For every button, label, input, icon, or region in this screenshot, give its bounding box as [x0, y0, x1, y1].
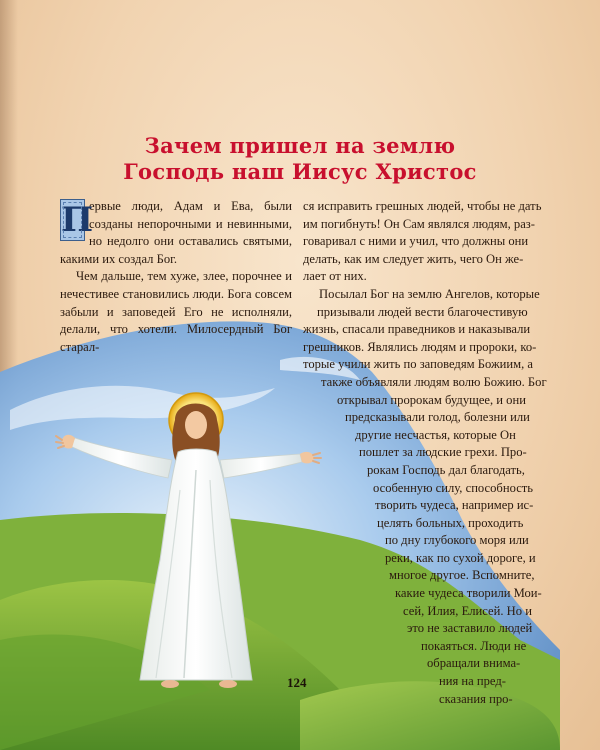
- paragraph-1-text: ервые люди, Адам и Ева, были созданы непорочными и невинными, но недолго они оставались святыми, какими их создал Бог.: [60, 199, 292, 266]
- right-column-line: ния на пред-: [439, 674, 506, 689]
- right-column-line: сказания про-: [439, 691, 513, 706]
- right-column-line: грешников. Являлись людям и пророки, ко-: [303, 339, 537, 354]
- right-column-line: покаяться. Люди не: [421, 638, 527, 653]
- dropcap-letter: П: [61, 200, 94, 240]
- right-column-line: многое другое. Вспомните,: [389, 568, 535, 583]
- right-column-line: творить чудеса, например ис-: [375, 498, 534, 513]
- right-column-line: говаривал с ними и учил, что должны они: [303, 234, 529, 249]
- right-column-line: также объявляли людям волю Божию. Бог: [321, 374, 547, 389]
- right-column-line: ся исправить грешных людей, чтобы не дать: [303, 199, 542, 213]
- right-column-line: торые учили жить по заповедям Божиим, а: [303, 357, 533, 372]
- page-number: 124: [287, 675, 307, 690]
- title-line-2: Господь наш Иисус Христос: [123, 159, 477, 184]
- right-column-line: обращали внима-: [427, 656, 521, 671]
- right-column-line: сей, Илия, Елисей. Но и: [403, 603, 532, 618]
- title-line-1: Зачем пришел на землю: [144, 133, 456, 158]
- right-column-line: открывал пророкам будущее, и они: [337, 392, 526, 407]
- left-column: [60, 198, 292, 356]
- right-column-line: пошлет за людские грехи. Про-: [359, 445, 527, 460]
- right-column-line: реки, как по сухой дороге, и: [385, 550, 536, 565]
- right-column-line: жизнь, спасали праведников и наказывали: [303, 322, 531, 337]
- right-column-line: какие чудеса творили Мои-: [395, 586, 542, 601]
- right-column-line: другие несчастья, которые Он: [355, 427, 516, 442]
- right-column-line: целять больных, проходить: [377, 515, 524, 530]
- right-column-line: Посылал Бог на землю Ангелов, которые: [319, 286, 540, 301]
- right-column-line: по дну глубокого моря или: [385, 533, 529, 548]
- paragraph-1: [60, 198, 292, 268]
- right-column-line: призывали людей вести благочестивую: [317, 304, 528, 319]
- paragraph-2: Чем дальше, тем хуже, злее, порочнее и нечестивее становились люди. Бога совсем забыли и заповедей Его не исполняли, делали, что хотели. Милосердный Бог старал-: [60, 269, 292, 354]
- right-column-line: предсказывали голод, болезни или: [345, 410, 530, 425]
- right-column-line: это не заставило людей: [407, 621, 533, 636]
- right-column-line: им погибнуть! Он Сам являлся людям, раз-: [303, 216, 535, 231]
- right-column-line: делать, как им следует жить, чего Он же-: [303, 251, 524, 266]
- right-column-line: лает от них.: [303, 269, 367, 284]
- right-column-line: рокам Господь дал благодать,: [367, 462, 525, 477]
- right-column-line: особенную силу, способность: [373, 480, 534, 495]
- right-column: [303, 198, 547, 708]
- page-title: [60, 133, 540, 185]
